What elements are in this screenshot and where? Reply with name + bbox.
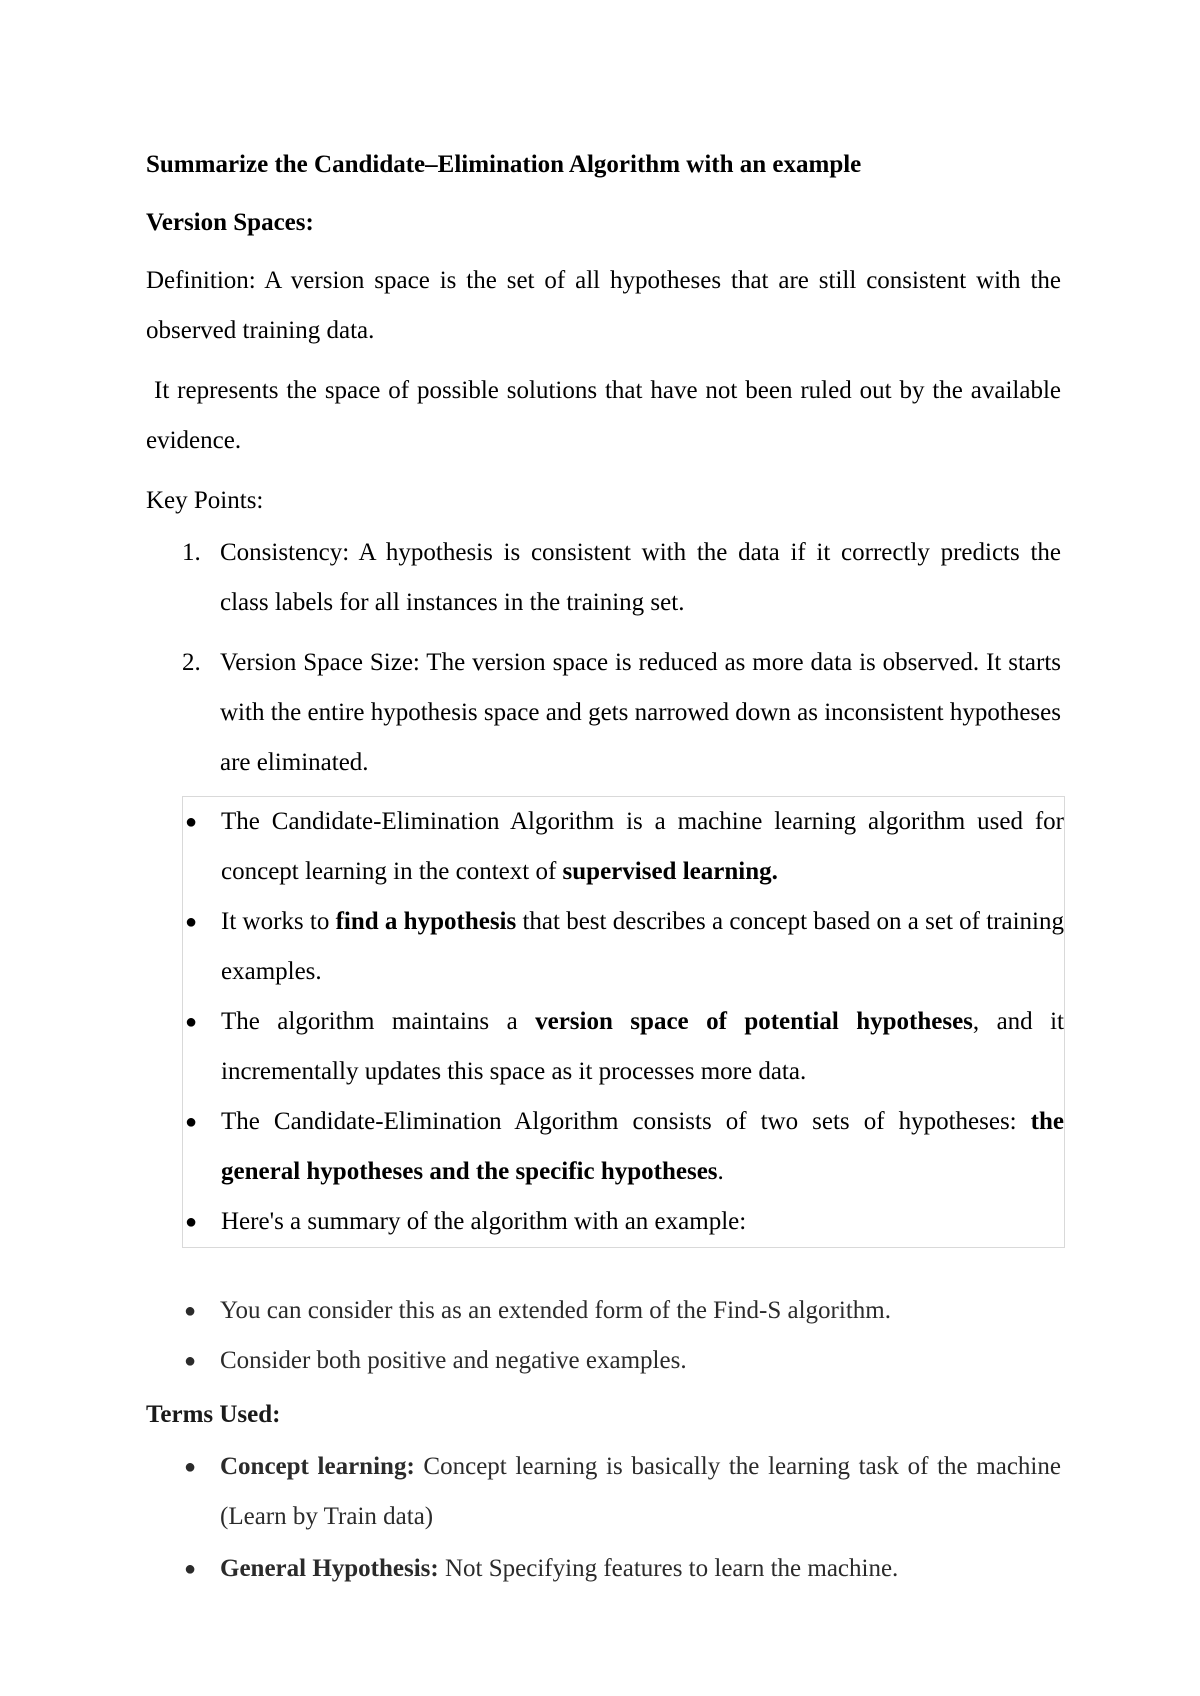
list-item (183, 897, 1064, 997)
list-item (183, 797, 1064, 897)
algorithm-summary-box (182, 796, 1065, 1248)
bullet-bold-text: find a hypothesis (335, 908, 517, 935)
terms-used-heading: Terms Used: (146, 1401, 281, 1428)
bullet-icon: ● (185, 1011, 198, 1033)
bullet-text: Here's a summary of the algorithm with an example: (221, 1208, 747, 1235)
definition-paragraph: Definition: A version space is the set of all hypotheses that are still consistent with the observed training data. (146, 267, 1061, 344)
list-number: 2. (182, 649, 201, 676)
key-points-heading: Key Points: (146, 487, 264, 514)
bullet-icon: ● (184, 1558, 197, 1580)
extension-notes-list (182, 1286, 1061, 1386)
bullet-icon: ● (185, 1211, 198, 1233)
list-item (182, 1442, 1061, 1542)
bullet-icon: ● (184, 1300, 197, 1322)
list-item-text: Version Space Size: The version space is reduced as more data is observed. It starts with the entire hypothesis space and gets narrowed down as inconsistent hypotheses are eliminated. (220, 649, 1061, 776)
list-item (183, 997, 1064, 1097)
bullet-text: The Candidate-Elimination Algorithm consists of two sets of hypotheses: (221, 1108, 1031, 1135)
term-label: General Hypothesis: (220, 1555, 439, 1582)
list-item (182, 1544, 1061, 1594)
list-item (182, 1336, 1061, 1386)
terms-list (182, 1442, 1061, 1594)
bullet-text: Consider both positive and negative examples. (220, 1347, 687, 1374)
list-item (183, 1097, 1064, 1197)
bullet-icon: ● (184, 1350, 197, 1372)
list-item-text: Consistency: A hypothesis is consistent with the data if it correctly predicts the class labels for all instances in the training set. (220, 539, 1061, 616)
bullet-text: The algorithm maintains a (221, 1008, 536, 1035)
algorithm-summary-list (183, 797, 1064, 1247)
bullet-text: You can consider this as an extended form of the Find-S algorithm. (220, 1297, 891, 1324)
bullet-text-tail: . (717, 1158, 724, 1185)
bullet-icon: ● (185, 1111, 198, 1133)
bullet-bold-text: supervised learning. (562, 858, 778, 885)
list-item (146, 528, 1061, 628)
bullet-bold-text: version space of potential hypotheses (535, 1008, 973, 1035)
list-item (182, 1286, 1061, 1336)
bullet-text-tail: , and it incrementally updates this space as it processes more data. (221, 1008, 1064, 1085)
bullet-bold-text: the general hypotheses and the specific hypotheses (221, 1108, 1064, 1185)
term-description: Not Specifying features to learn the machine. (438, 1555, 899, 1582)
term-label: Concept learning: (220, 1453, 415, 1480)
bullet-icon: ● (184, 1456, 197, 1478)
bullet-text: It works to (221, 908, 336, 935)
bullet-icon: ● (185, 811, 198, 833)
represents-paragraph: It represents the space of possible solutions that have not been ruled out by the available evidence. (146, 377, 1061, 454)
term-description: Concept learning is basically the learning task of the machine (Learn by Train data) (220, 1453, 1061, 1530)
document-page (146, 140, 1064, 1596)
list-number: 1. (182, 539, 201, 566)
list-item (183, 1197, 1064, 1247)
bullet-icon: ● (185, 911, 198, 933)
bullet-text-tail: that best describes a concept based on a set of training examples. (221, 908, 1064, 985)
bullet-text: The Candidate-Elimination Algorithm is a machine learning algorithm used for concept learning in the context of (221, 808, 1064, 885)
version-spaces-heading: Version Spaces: (146, 209, 314, 236)
key-points-list (146, 528, 1061, 788)
document-title: Summarize the Candidate–Elimination Algorithm with an example (146, 151, 862, 178)
list-item (146, 638, 1061, 788)
